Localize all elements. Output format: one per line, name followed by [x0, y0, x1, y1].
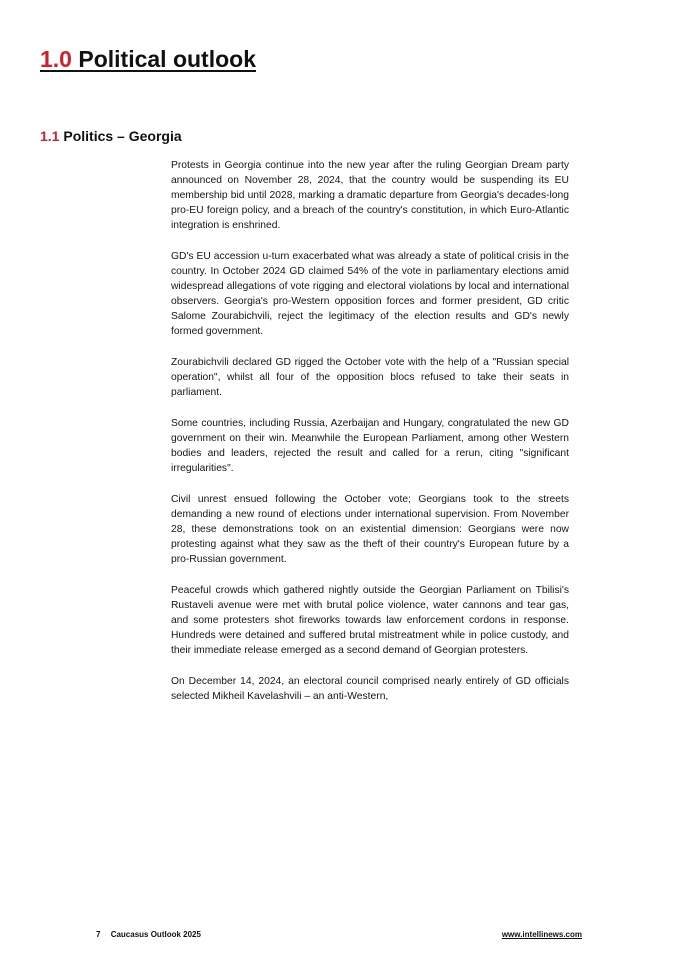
chapter-heading: [40, 44, 256, 74]
section-number: 1.1: [40, 128, 60, 144]
paragraph: Zourabichvili declared GD rigged the October vote with the help of a "Russian special operation", whilst all four of the opposition blocs refused to take their seats in parliament.: [171, 357, 569, 398]
paragraph: Protests in Georgia continue into the new year after the ruling Georgian Dream party announced on November 28, 2024, that the country would be suspending its EU membership bid until 2028, marking a dramatic departure from Georgia's decades-long pro-EU foreign policy, and a breach of the country's constitution, in which Euro-Atlantic integration is enshrined.: [171, 160, 569, 231]
paragraph: Some countries, including Russia, Azerbaijan and Hungary, congratulated the new GD government on their win. Meanwhile the European Parliament, among other Western bodies and leaders, rejected the result and called for a rerun, citing "significant irregularities".: [171, 418, 569, 474]
chapter-title: Political outlook: [78, 46, 256, 72]
footer-document-info: [96, 929, 201, 941]
paragraph: GD's EU accession u-turn exacerbated what was already a state of political crisis in the country. In October 2024 GD claimed 54% of the vote in parliamentary elections amid widespread allegations of vote rigging and electoral violations by local and international observers. Georgia's pro-Western opposition forces and former president, GD critic Salome Zourabichvili, reject the legitimacy of the election results and GD's newly formed government.: [171, 251, 569, 337]
section-heading: [40, 126, 182, 146]
paragraph: Civil unrest ensued following the October vote; Georgians took to the streets demanding a new round of elections under international supervision. From November 28, these demonstrations took on an existential dimension: Georgians were now protesting against what they saw as the theft of their country's European future by a pro-Russian government.: [171, 494, 569, 565]
page-number: 7: [96, 930, 101, 939]
article-body: [171, 158, 569, 720]
chapter-number: 1.0: [40, 46, 72, 72]
footer-website-link[interactable]: www.intellinews.com: [501, 930, 582, 939]
footer-doc-title: Caucasus Outlook 2025: [110, 930, 201, 939]
paragraph: On December 14, 2024, an electoral council comprised nearly entirely of GD officials selected Mikheil Kavelashvili – an anti-Western,: [171, 676, 569, 702]
paragraph: Peaceful crowds which gathered nightly outside the Georgian Parliament on Tbilisi's Rustaveli avenue were met with brutal police violence, water cannons and tear gas, and some protesters shot fireworks towards law enforcement cordons in response. Hundreds were detained and suffered brutal mistreatment while in police custody, and their immediate release emerged as a second demand of Georgian protesters.: [171, 585, 569, 656]
section-title: Politics – Georgia: [63, 128, 182, 144]
